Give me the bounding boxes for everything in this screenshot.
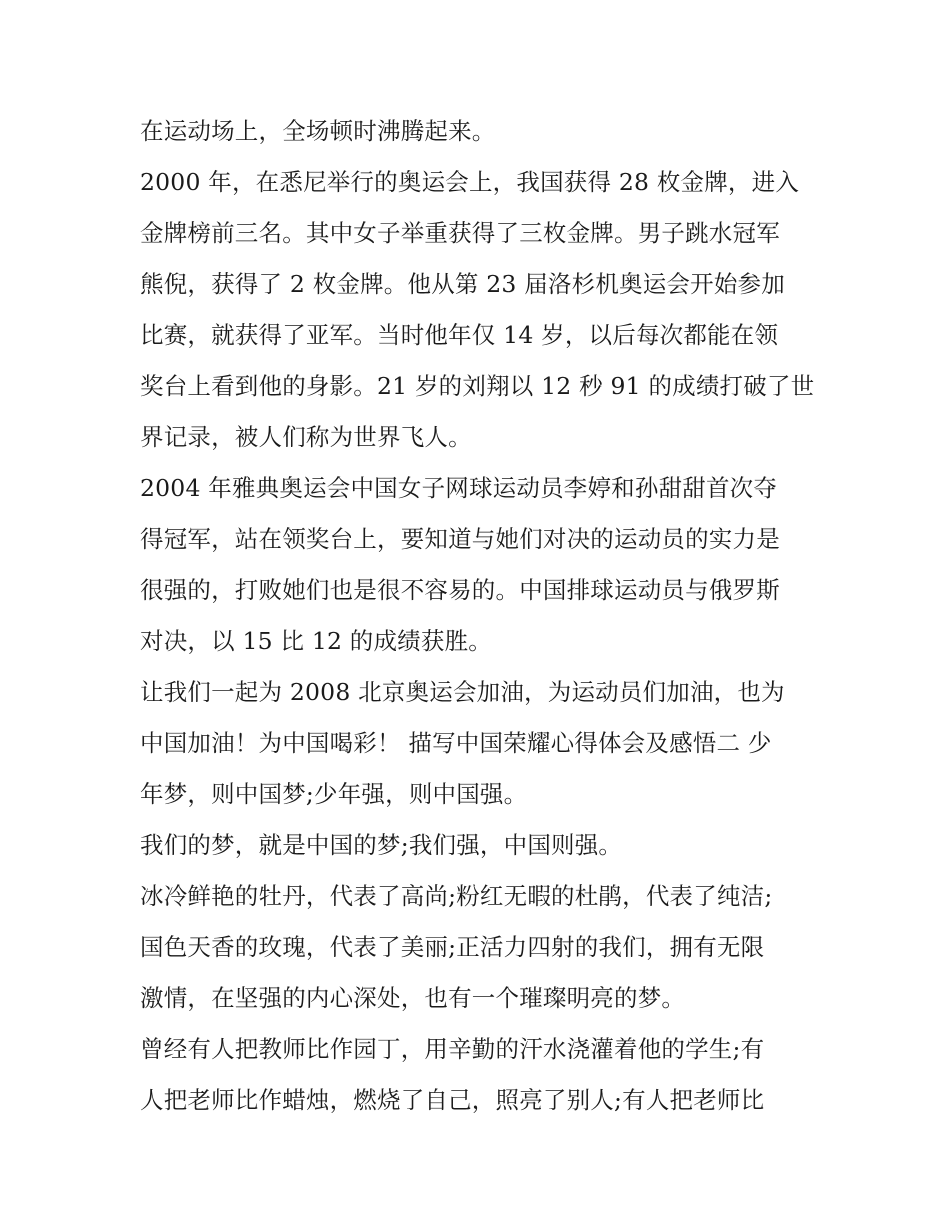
text-line: 很强的，打败她们也是很不容易的。中国排球运动员与俄罗斯 [140, 576, 780, 604]
text-line: 金牌榜前三名。其中女子举重获得了三枚金牌。男子跳水冠军 [140, 219, 780, 247]
text-line: 界记录，被人们称为世界飞人。 [140, 423, 472, 451]
text-line: 在运动场上，全场顿时沸腾起来。 [140, 117, 496, 145]
text-line: 中国加油！为中国喝彩！ 描写中国荣耀心得体会及感悟二 少 [140, 729, 772, 757]
text-line: 奖台上看到他的身影。21 岁的刘翔以 12 秒 91 的成绩打破了世 [140, 372, 815, 400]
text-line: 国色天香的玫瑰，代表了美丽;正活力四射的我们，拥有无限 [140, 933, 765, 961]
text-line: 曾经有人把教师比作园丁，用辛勤的汗水浇灌着他的学生;有 [140, 1035, 765, 1063]
text-line: 激情，在坚强的内心深处，也有一个璀璨明亮的梦。 [140, 984, 686, 1012]
text-line: 冰冷鲜艳的牡丹，代表了高尚;粉红无暇的杜鹃，代表了纯洁; [140, 882, 773, 910]
document-page [140, 106, 830, 1126]
text-line: 熊倪，获得了 2 枚金牌。他从第 23 届洛杉机奥运会开始参加 [140, 270, 785, 298]
text-line: 2000 年，在悉尼举行的奥运会上，我国获得 28 枚金牌，进入 [140, 168, 800, 196]
text-line: 比赛，就获得了亚军。当时他年仅 14 岁，以后每次都能在领 [140, 321, 779, 349]
text-line: 我们的梦，就是中国的梦;我们强，中国则强。 [140, 831, 623, 859]
text-line: 年梦，则中国梦;少年强，则中国强。 [140, 780, 528, 808]
text-line: 对决，以 15 比 12 的成绩获胜。 [140, 627, 492, 655]
text-line: 人把老师比作蜡烛，燃烧了自己，照亮了别人;有人把老师比 [140, 1086, 765, 1114]
text-line: 得冠军，站在领奖台上，要知道与她们对决的运动员的实力是 [140, 525, 780, 553]
text-line: 2004 年雅典奥运会中国女子网球运动员李婷和孙甜甜首次夺 [140, 474, 778, 502]
text-line: 让我们一起为 2008 北京奥运会加油，为运动员们加油，也为 [140, 678, 785, 706]
